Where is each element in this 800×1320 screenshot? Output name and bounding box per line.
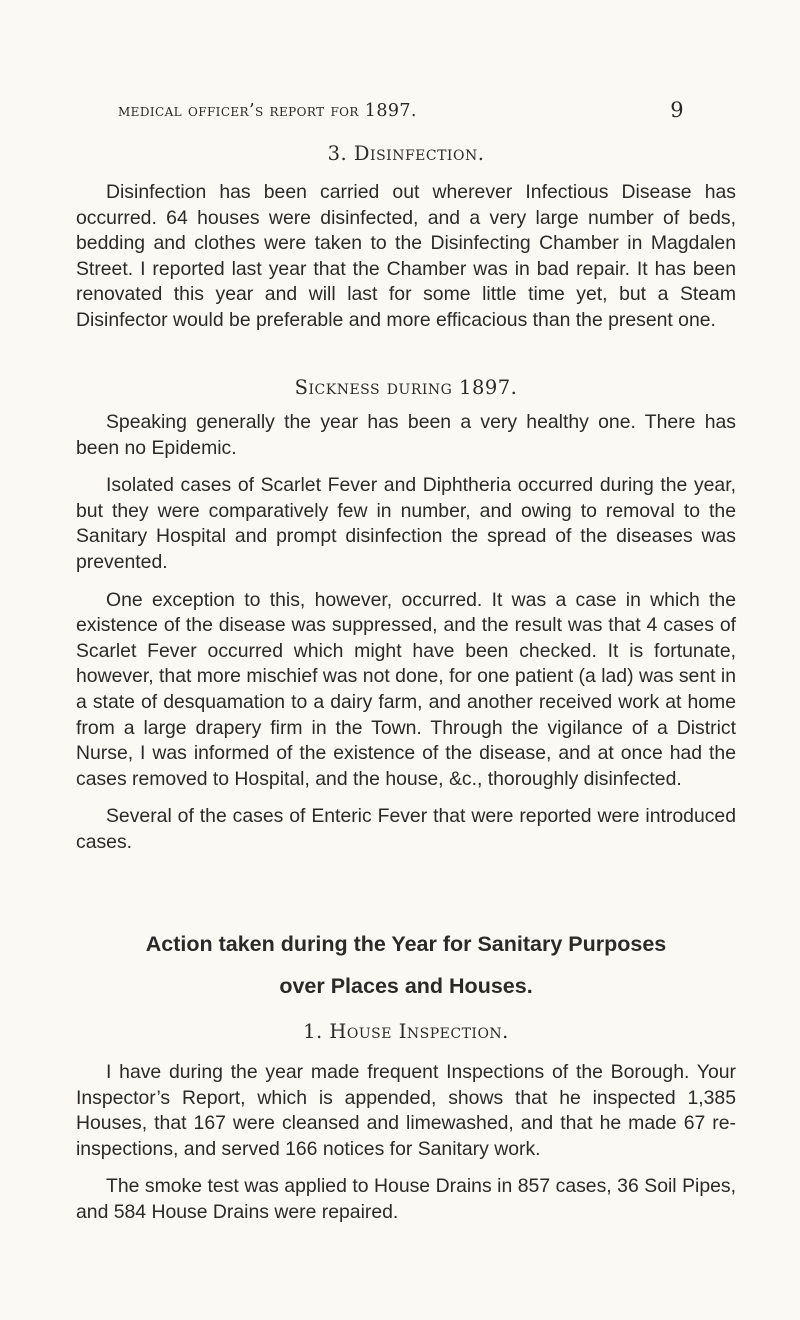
paragraph: Disinfection has been carried out wherever Infectious Disease has occurred. 64 houses were disinfected, and a very large number of beds, bedding and clothes were taken to the Disinfecting Chamber in Magdalen Street. I reported last year that the Chamber was in bad repair. It has been renovated this year and will last for some little time yet, but a Steam Disinfector would be preferable and more efficacious than the present one. [76,181,736,331]
paragraph: Isolated cases of Scarlet Fever and Diphtheria occurred during the year, but they were comparatively few in number, and owing to removal to the Sanitary Hospital and prompt disinfection the spread of the diseases was prevented. [76,474,736,573]
section-heading-disinfection: 3. Disinfection. [327,142,485,165]
section-heading-sickness: Sickness during 1897. [294,376,518,399]
sickness-body [76,410,736,856]
paragraph: Several of the cases of Enteric Fever that were reported were introduced cases. [76,805,736,853]
paragraph: The smoke test was applied to House Drains in 857 cases, 36 Soil Pipes, and 584 House Drains were repaired. [76,1175,736,1223]
paragraph: I have during the year made frequent Inspections of the Borough. Your Inspector’s Report, which is appended, shows that he inspected 1,385 Houses, that 167 were cleansed and limewashed, and that he made 67 re-inspections, and served 166 notices for Sanitary work. [76,1061,736,1160]
action-heading-line1: Action taken during the Year for Sanitary Purposes [145,932,667,956]
paragraph: Speaking generally the year has been a very healthy one. There has been no Epidemic. [76,411,736,459]
house-inspection-body [76,1060,736,1226]
paragraph: One exception to this, however, occurred. It was a case in which the existence of the disease was suppressed, and the result was that 4 cases of Scarlet Fever occurred which might have been checked. It is fortunate, however, that more mischief was not done, for one patient (a lad) was sent in a state of desquamation to a dairy farm, and another received work at home from a large drapery firm in the Town. Through the vigilance of a District Nurse, I was informed of the existence of the disease, and at once had the cases removed to Hospital, and the house, &c., thoroughly disinfected. [76,588,736,790]
disinfection-body [76,180,736,334]
running-head-title: medical officer’s report for 1897. [118,101,417,121]
section-heading-house-inspection: 1. House Inspection. [303,1020,509,1043]
action-heading-line2: over Places and Houses. [279,974,533,998]
page-number: 9 [670,98,684,122]
